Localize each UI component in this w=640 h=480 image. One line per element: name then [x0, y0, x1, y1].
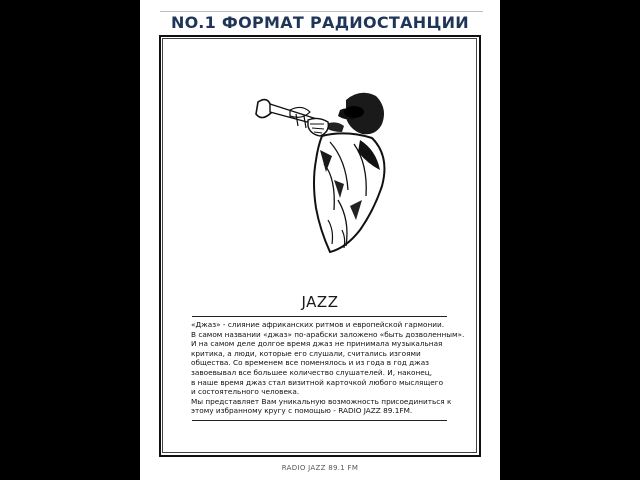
text-line: общества. Со временем все поменялось и из года в год джаз — [191, 358, 430, 368]
heading-divider — [192, 316, 447, 317]
page-title: NO.1 ФОРМАТ РАДИОСТАНЦИИ — [170, 13, 469, 32]
section-heading: JAZZ — [301, 293, 339, 311]
slide-page — [140, 0, 500, 480]
text-line: В самом названии «джаз» по-арабски заложено «быть дозволенным». — [191, 329, 465, 339]
bottom-divider — [192, 420, 447, 421]
top-divider — [160, 11, 483, 12]
text-line: завоевывал все большее количество слушателей. И, наконец, — [191, 367, 433, 377]
jazz-trumpeter-icon — [250, 80, 400, 255]
text-line: этому избранному кругу с помощью - RADIO JAZZ 89.1FM. — [191, 406, 413, 416]
text-line: «Джаз» - слияние африканских ритмов и европейской гармонии. — [191, 320, 445, 329]
text-line: и состоятельного человека. — [191, 387, 300, 397]
text-line: Мы представляет Вам уникальную возможность присоединиться к — [191, 396, 452, 406]
text-line: в наше время джаз стал визитной карточкой любого мыслящего — [191, 377, 444, 387]
text-line: критика, а люди, которые его слушали, считались изгоями — [191, 348, 421, 358]
footer-text: RADIO JAZZ 89.1 FM — [281, 464, 359, 472]
text-line: И на самом деле долгое время джаз не принимала музыкальная — [191, 339, 443, 349]
description-text — [191, 320, 465, 416]
